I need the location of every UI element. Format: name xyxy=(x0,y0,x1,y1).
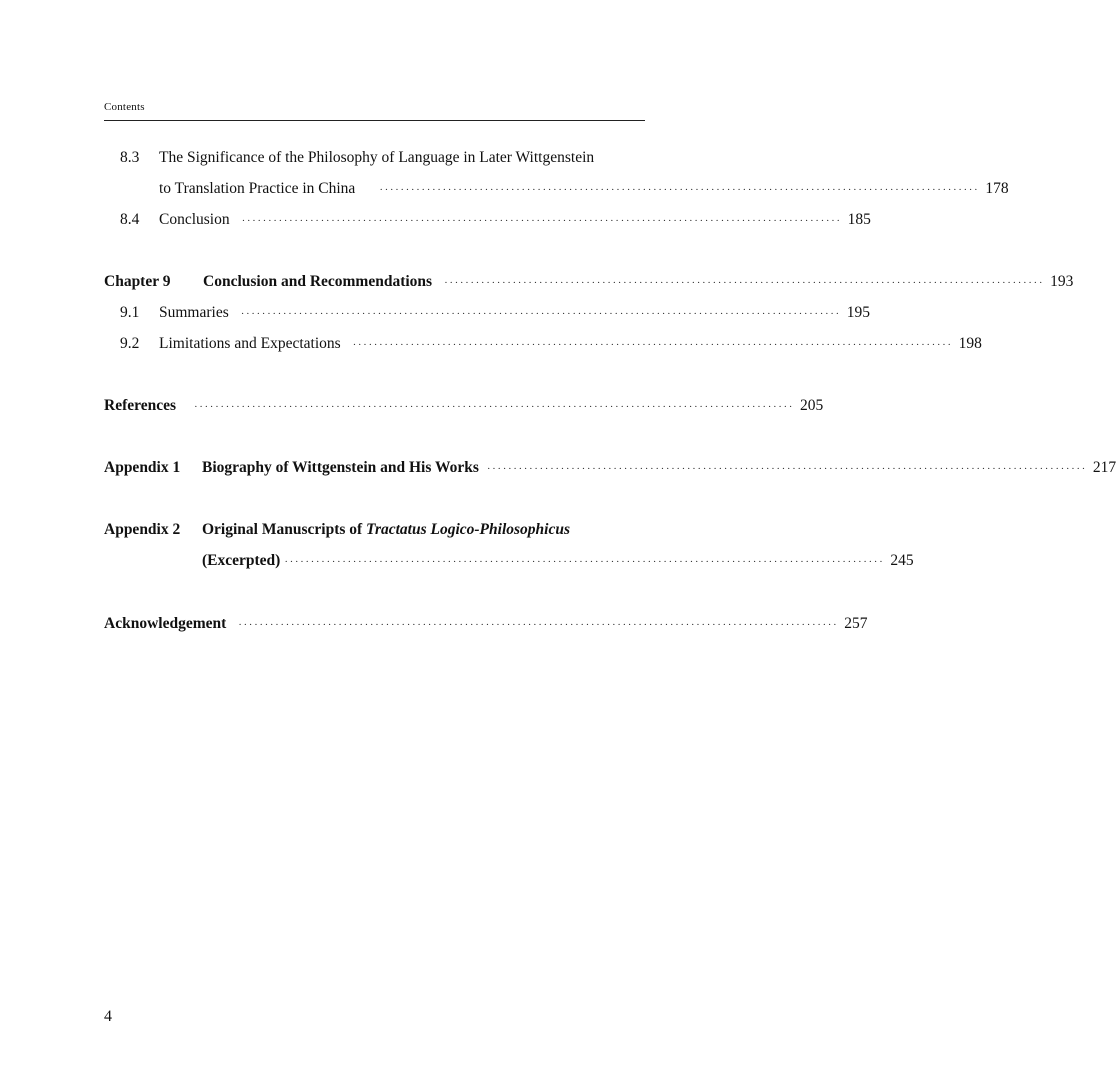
toc-entry-chapter-9[interactable] xyxy=(104,270,1074,294)
toc-entry-8-3[interactable] xyxy=(104,146,645,170)
appendix-number: Appendix 2 xyxy=(104,521,181,538)
entry-title: Acknowledgement xyxy=(104,615,227,632)
toc-entry-9-1[interactable] xyxy=(104,301,870,325)
toc-entry-8-3-line2[interactable] xyxy=(104,177,1009,201)
entry-title: Limitations and Expectations xyxy=(159,335,341,352)
toc-entry-9-2[interactable] xyxy=(104,332,982,356)
dot-leader: ·················································································································· xyxy=(238,619,839,631)
page-number: 195 xyxy=(846,304,870,321)
entry-title-prefix: Original Manuscripts of xyxy=(202,521,363,538)
entry-title: References xyxy=(104,397,177,414)
page-number: 185 xyxy=(847,211,871,228)
section-number: 8.4 xyxy=(120,211,140,228)
toc-entry-appendix-1[interactable] xyxy=(104,456,1116,480)
dot-leader: ·················································································································· xyxy=(444,277,1045,289)
appendix-number: Appendix 1 xyxy=(104,459,181,476)
entry-title-line2: (Excerpted) xyxy=(202,552,281,569)
page-number: 245 xyxy=(890,552,914,569)
dot-leader: ·················································································································· xyxy=(352,339,953,351)
dot-leader: ·················································································································· xyxy=(379,184,980,196)
footer-page-number: 4 xyxy=(104,1008,112,1025)
toc-entry-appendix-2-line2[interactable] xyxy=(104,549,914,573)
toc-entry-appendix-2[interactable] xyxy=(104,518,645,542)
dot-leader: ·················································································································· xyxy=(284,556,885,568)
dot-leader: ·················································································································· xyxy=(240,308,841,320)
toc-entry-references[interactable] xyxy=(104,394,824,418)
section-number: 8.3 xyxy=(120,149,140,166)
header-rule xyxy=(104,120,645,121)
page-number: 178 xyxy=(985,180,1009,197)
entry-title-italic: Tractatus Logico-Philosophicus xyxy=(366,521,570,538)
toc-entry-8-4[interactable] xyxy=(104,208,871,232)
entry-title: Conclusion xyxy=(159,211,230,228)
section-number: 9.2 xyxy=(120,335,140,352)
entry-title-line1 xyxy=(202,518,570,542)
page-number: 198 xyxy=(958,335,982,352)
entry-title: Conclusion and Recommendations xyxy=(203,273,433,290)
dot-leader: ·················································································································· xyxy=(194,401,795,413)
page-number: 257 xyxy=(844,615,868,632)
dot-leader: ·················································································································· xyxy=(241,215,842,227)
entry-title: Summaries xyxy=(159,304,229,321)
entry-title-line1: The Significance of the Philosophy of Language in Later Wittgenstein xyxy=(159,149,595,166)
entry-title-line2: to Translation Practice in China xyxy=(159,180,356,197)
chapter-number: Chapter 9 xyxy=(104,273,171,290)
page-number: 193 xyxy=(1050,273,1074,290)
page-number: 217 xyxy=(1092,459,1116,476)
page-number: 205 xyxy=(800,397,824,414)
section-number: 9.1 xyxy=(120,304,140,321)
entry-title: Biography of Wittgenstein and His Works xyxy=(202,459,479,476)
running-header: Contents xyxy=(104,101,145,113)
toc-entry-acknowledgement[interactable] xyxy=(104,612,868,636)
dot-leader: ·················································································································· xyxy=(486,463,1087,475)
